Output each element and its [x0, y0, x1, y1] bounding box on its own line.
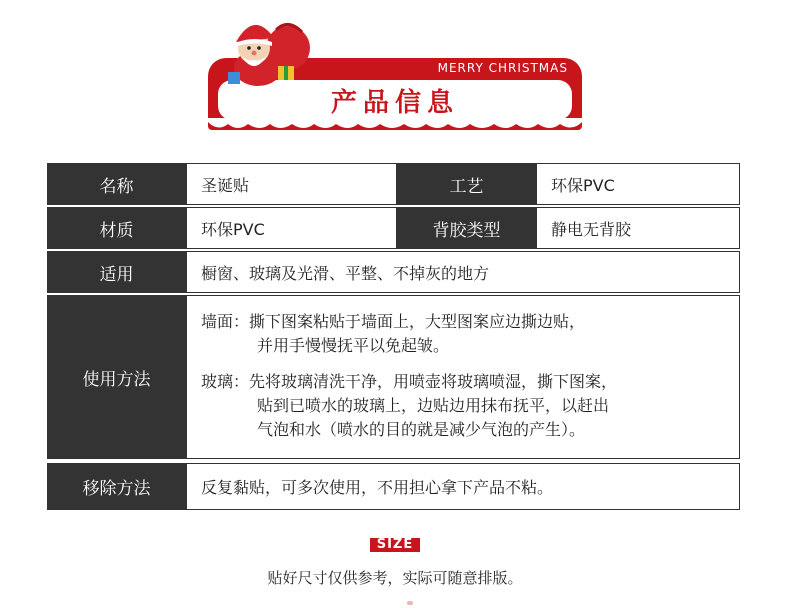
usage-value: 橱窗、玻璃及光滑、平整、不掉灰的地方	[186, 251, 740, 293]
material-value: 环保PVC	[186, 207, 397, 249]
craft-label: 工艺	[397, 163, 536, 205]
usage-label: 适用	[47, 251, 186, 293]
size-badge: SIZE	[370, 538, 420, 552]
material-label: 材质	[47, 207, 186, 249]
decor-dot-icon	[407, 601, 413, 605]
backing-value: 静电无背胶	[536, 207, 740, 249]
method-value	[186, 295, 740, 459]
snow-trim-icon	[208, 118, 582, 132]
craft-value: 环保PVC	[536, 163, 740, 205]
santa-icon	[218, 8, 318, 92]
method-wall-line1: 墙面：撕下图案粘贴于墙面上，大型图案应边撕边贴，	[201, 312, 586, 331]
table-row	[47, 163, 740, 205]
remove-value: 反复黏贴，可多次使用，不用担心拿下产品不粘。	[186, 463, 740, 510]
method-glass-line1: 玻璃：先将玻璃清洗干净，用喷壶将玻璃喷湿，撕下图案，	[201, 372, 618, 391]
name-value: 圣诞贴	[186, 163, 397, 205]
remove-label: 移除方法	[47, 463, 186, 510]
method-glass	[201, 370, 729, 442]
banner-subtitle: MERRY CHRISTMAS	[437, 61, 568, 75]
method-label: 使用方法	[47, 295, 186, 459]
table-row	[47, 251, 740, 293]
name-label: 名称	[47, 163, 186, 205]
page-title: 产品信息	[330, 88, 459, 118]
table-row	[47, 295, 740, 459]
table-row	[47, 463, 740, 510]
size-note: 贴好尺寸仅供参考，实际可随意排版。	[267, 569, 523, 587]
method-wall-line2: 并用手慢慢抚平以免起皱。	[257, 336, 450, 355]
backing-label: 背胶类型	[397, 207, 536, 249]
method-glass-line2: 贴到已喷水的玻璃上，边贴边用抹布抚平，以赶出	[257, 396, 610, 415]
table-row	[47, 207, 740, 249]
method-glass-line3: 气泡和水（喷水的目的就是减少气泡的产生）。	[257, 420, 586, 439]
method-wall	[201, 310, 729, 358]
